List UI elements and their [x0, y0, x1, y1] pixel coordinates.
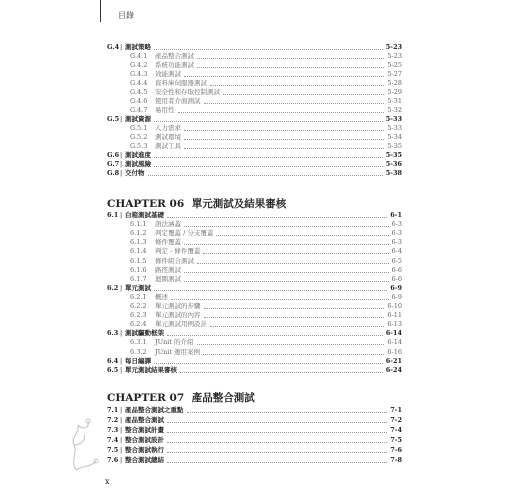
- toc-separator: |: [120, 169, 123, 177]
- toc-page-number: 6-21: [385, 356, 402, 365]
- toc-subsection-title: 單元測試用例設計: [155, 320, 207, 329]
- toc-subsection-row: [0, 133, 520, 142]
- chapter-06-heading: [107, 196, 286, 211]
- toc-section-number: 7.4: [107, 436, 119, 444]
- toc-leader: [154, 166, 383, 167]
- toc-page-number: 7-1: [390, 406, 402, 414]
- toc-separator: |: [120, 151, 123, 159]
- toc-leader: [184, 226, 389, 227]
- toc-leader: [210, 85, 384, 86]
- toc-page-number: 6-1: [390, 211, 402, 219]
- toc-subsection-row: [0, 320, 520, 329]
- toc-subsection-title: 效能測試: [155, 70, 181, 78]
- toc-leader: [167, 422, 387, 423]
- toc-section-row: [0, 284, 520, 293]
- toc-subsection-number: G.5.2: [130, 133, 148, 141]
- toc-separator: |: [120, 416, 123, 424]
- toc-subsection-row: [0, 311, 520, 320]
- toc-leader: [210, 326, 384, 327]
- toc-leader: [216, 235, 388, 236]
- toc-leader: [184, 244, 389, 245]
- toc-separator: |: [120, 283, 123, 292]
- toc-section-row: [0, 43, 520, 52]
- toc-subsection-title: 測試環境: [155, 133, 181, 141]
- toc-subsection-row: [0, 247, 520, 256]
- toc-page-number: 5-23: [387, 52, 402, 60]
- toc-page-number: 5-27: [387, 70, 402, 78]
- toc-section-number: 6.2: [107, 283, 119, 292]
- toc-subsection-title: 測試工具: [155, 142, 181, 150]
- toc-subsection-number: 6.1.6: [130, 265, 147, 274]
- toc-section-number: G.5: [107, 115, 120, 123]
- toc-section-number: G.7: [107, 160, 120, 168]
- toc-page-number: 6-9: [390, 283, 402, 292]
- toc-subsection-row: [0, 124, 520, 133]
- toc-section-row: [0, 366, 520, 375]
- toc-section-title: 每日編譯: [125, 356, 151, 365]
- toc-subsection-row: [0, 61, 520, 70]
- header-rule: [100, 0, 101, 22]
- toc-subsection-number: G.4.6: [130, 97, 148, 105]
- toc-leader: [197, 67, 384, 68]
- toc-section-row: [0, 406, 520, 415]
- toc-section-title: 單元測試: [125, 283, 151, 292]
- toc-page-number: 6-13: [387, 320, 402, 329]
- toc-section-row: [0, 329, 520, 338]
- chapter-06-label: CHAPTER 06: [107, 198, 185, 210]
- toc-separator: |: [120, 356, 123, 365]
- toc-section-row: [0, 211, 520, 220]
- toc-page-number: 5-23: [385, 43, 402, 51]
- page-header-title: 目錄: [118, 11, 134, 20]
- toc-leader: [184, 148, 384, 149]
- toc-subsection-number: G.4.4: [130, 79, 148, 87]
- toc-subsection-number: 6.3.1: [130, 338, 147, 347]
- toc-subsection-title: 系統功能測試: [155, 61, 194, 69]
- toc-subsection-row: [0, 70, 520, 79]
- toc-section-title: 整合測試總結: [125, 456, 164, 464]
- toc-section-title: 整合測試計畫: [125, 426, 164, 434]
- toc-subsection-title: JUnit 運用案例: [155, 347, 201, 356]
- toc-page-number: 6-10: [387, 302, 402, 310]
- toc-subsection-title: 迴圈測試: [155, 274, 181, 283]
- toc-subsection-number: G.4.1: [130, 52, 148, 60]
- toc-page-number: 6-14: [385, 329, 402, 338]
- toc-leader: [184, 281, 389, 282]
- toc-subsection-title: 路徑測試: [155, 265, 181, 274]
- toc-leader: [197, 344, 385, 345]
- toc-page-number: 5-33: [387, 124, 402, 132]
- toc-section-title: 測試進度: [125, 151, 151, 159]
- toc-subsection-row: [0, 97, 520, 106]
- toc-section-title: 測試驅動框架: [125, 329, 164, 338]
- toc-page-number: 6-24: [385, 365, 402, 374]
- toc-page-number: 6-14: [387, 338, 402, 347]
- toc-leader: [154, 363, 383, 364]
- toc-subsection-row: [0, 257, 520, 266]
- toc-leader: [178, 112, 385, 113]
- toc-subsection-number: 6.3.2: [130, 347, 147, 356]
- toc-section-row: [0, 357, 520, 366]
- toc-separator: |: [120, 43, 123, 51]
- toc-section-number: 6.5: [107, 365, 119, 374]
- toc-separator: |: [120, 115, 123, 123]
- toc-separator: |: [120, 160, 123, 168]
- toc-subsection-title: JUnit 的介紹: [155, 338, 194, 347]
- toc-section-number: 7.1: [107, 406, 119, 414]
- toc-page-number: 6-9: [391, 292, 402, 301]
- toc-subsection-number: 6.1.4: [130, 247, 147, 256]
- toc-page-number: 7-8: [390, 456, 402, 464]
- toc-subsection-number: G.5.3: [130, 142, 148, 150]
- toc-section-number: 7.2: [107, 416, 119, 424]
- toc-section-title: 測試策略: [125, 43, 151, 51]
- toc-subsection-title: 人力需求: [155, 124, 181, 132]
- toc-page-number: 6-11: [387, 311, 402, 320]
- toc-separator: |: [120, 406, 123, 414]
- toc-page-number: 6-3: [391, 238, 402, 247]
- toc-page-number: 5-38: [385, 169, 402, 177]
- toc-subsection-number: G.4.3: [130, 70, 148, 78]
- toc-leader: [184, 139, 384, 140]
- toc-subsection-title: 語法涵蓋: [155, 220, 181, 229]
- toc-subsection-title: 單元測試的內容: [155, 311, 201, 320]
- toc-page-number: 6-16: [387, 347, 402, 356]
- toc-section-title: 產品整合測試: [125, 416, 164, 424]
- toc-leader: [167, 335, 383, 336]
- toc-section-number: G.6: [107, 151, 120, 159]
- toc-page-number: 6-4: [391, 247, 402, 256]
- toc-section-number: G.4: [107, 43, 120, 51]
- toc-leader: [223, 94, 384, 95]
- toc-subsection-title: 條件組合測試: [155, 256, 194, 265]
- toc-separator: |: [120, 456, 123, 464]
- toc-subsection-number: 6.2.3: [130, 311, 147, 320]
- toc-subsection-row: [0, 229, 520, 238]
- toc-page-number: 5-36: [385, 160, 402, 168]
- toc-section-title: 產品整合測試之重點: [125, 406, 184, 414]
- toc-page-number: 5-25: [387, 61, 402, 69]
- toc-subsection-title: 單元測試的步驟: [155, 302, 201, 310]
- toc-leader: [184, 76, 384, 77]
- toc-leader: [197, 263, 389, 264]
- toc-page-number: 5-33: [385, 115, 402, 123]
- toc-subsection-row: [0, 338, 520, 347]
- toc-subsection-row: [0, 142, 520, 151]
- toc-separator: |: [120, 329, 123, 338]
- toc-subsection-row: [0, 238, 520, 247]
- toc-section-title: 測試資源: [125, 115, 151, 123]
- toc-page-number: 7-5: [390, 436, 402, 444]
- toc-section-number: 6.1: [107, 211, 119, 219]
- toc-section-row: [0, 115, 520, 124]
- toc-page-number: 5-31: [387, 97, 402, 105]
- toc-leader: [203, 354, 384, 355]
- toc-separator: |: [120, 365, 123, 374]
- toc-page-number: 5-29: [387, 88, 402, 96]
- toc-leader: [184, 130, 384, 131]
- toc-separator: |: [120, 446, 123, 454]
- toc-leader: [180, 372, 383, 373]
- toc-subsection-title: 概述: [155, 292, 168, 301]
- toc-page-number: 6-3: [391, 220, 402, 229]
- toc-leader: [184, 272, 389, 273]
- toc-subsection-number: 6.2.2: [130, 302, 147, 310]
- toc-section-number: 7.3: [107, 426, 119, 434]
- chapter-07-title: 產品整合測試: [191, 392, 255, 404]
- toc-subsection-row: [0, 302, 520, 311]
- toc-page-number: 7-6: [390, 446, 402, 454]
- toc-subsection-title: 資料庫伺服器測試: [155, 79, 207, 87]
- toc-leader: [167, 217, 387, 218]
- toc-subsection-title: 使用者介面測試: [155, 97, 201, 105]
- toc-subsection-number: G.4.7: [130, 106, 148, 114]
- toc-leader: [204, 308, 385, 309]
- toc-subsection-title: 條件覆蓋: [155, 238, 181, 247]
- toc-subsection-number: G.4.5: [130, 88, 148, 96]
- toc-subsection-row: [0, 52, 520, 61]
- chapter-06-title: 單元測試及結果審核: [191, 198, 287, 210]
- toc-subsection-row: [0, 79, 520, 88]
- toc-separator: |: [120, 211, 123, 219]
- toc-subsection-row: [0, 88, 520, 97]
- toc-page-number: 5-32: [387, 106, 402, 114]
- toc-leader: [167, 462, 387, 463]
- toc-leader: [154, 121, 383, 122]
- toc-subsection-number: G.5.1: [130, 124, 148, 132]
- toc-section-row: [0, 169, 520, 178]
- toc-subsection-number: 6.1.1: [130, 220, 147, 229]
- toc-page-number: 5-35: [385, 151, 402, 159]
- toc-section-title: 整合測試設計: [125, 436, 164, 444]
- toc-leader: [154, 157, 383, 158]
- toc-separator: |: [120, 426, 123, 434]
- toc-leader: [167, 452, 387, 453]
- toc-leader: [154, 49, 383, 50]
- toc-section-row: [0, 160, 520, 169]
- toc-subsection-number: 6.1.7: [130, 274, 147, 283]
- toc-subsection-row: [0, 293, 520, 302]
- toc-subsection-number: 6.1.2: [130, 229, 147, 238]
- toc-page-number: 6-6: [391, 265, 402, 274]
- toc-leader: [197, 58, 384, 59]
- toc-leader: [203, 253, 388, 254]
- toc-separator: |: [120, 436, 123, 444]
- toc-subsection-row: [0, 266, 520, 275]
- toc-section-title: 交付物: [125, 169, 145, 177]
- toc-subsection-title: 判定覆蓋 / 分支覆蓋: [155, 229, 214, 238]
- toc-subsection-row: [0, 275, 520, 284]
- toc-leader: [171, 299, 389, 300]
- toc-page-number: 5-35: [387, 142, 402, 150]
- toc-section-number: 7.6: [107, 456, 119, 464]
- toc-page-number: 7-2: [390, 416, 402, 424]
- toc-page-number: 5-34: [387, 133, 402, 141]
- toc-page-number: 6-3: [391, 229, 402, 238]
- toc-section-number: G.8: [107, 169, 120, 177]
- toc-subsection-title: 安全性和存取控制測試: [155, 88, 220, 96]
- toc-subsection-number: 6.1.3: [130, 238, 147, 247]
- toc-leader: [167, 442, 387, 443]
- toc-leader: [204, 103, 385, 104]
- chapter-07-label: CHAPTER 07: [107, 392, 185, 404]
- toc-subsection-row: [0, 106, 520, 115]
- toc-subsection-row: [0, 348, 520, 357]
- toc-leader: [187, 412, 388, 413]
- toc-section-row: [0, 151, 520, 160]
- toc-subsection-number: 6.2.4: [130, 320, 147, 329]
- page-number: x: [105, 477, 110, 486]
- toc-section-title: 單元測試結果審核: [125, 365, 177, 374]
- toc-subsection-title: 易用性: [155, 106, 175, 114]
- toc-section-number: 7.5: [107, 446, 119, 454]
- toc-page-number: 5-28: [387, 79, 402, 87]
- toc-subsection-number: 6.2.1: [130, 292, 147, 301]
- toc-page-number: 6-5: [391, 256, 402, 265]
- toc-subsection-number: G.4.2: [130, 61, 148, 69]
- floral-ornament-icon: [68, 415, 108, 475]
- toc-leader: [167, 432, 387, 433]
- toc-leader: [148, 175, 383, 176]
- toc-section-number: 6.3: [107, 329, 119, 338]
- toc-subsection-number: 6.1.5: [130, 256, 147, 265]
- toc-leader: [154, 290, 387, 291]
- toc-subsection-title: 產品整合測試: [155, 52, 194, 60]
- toc-section-title: 整合測試執行: [125, 446, 164, 454]
- toc-section-title: 白箱測試基礎: [125, 211, 164, 219]
- chapter-07-heading: [107, 390, 255, 405]
- toc-page-number: 6-6: [391, 274, 402, 283]
- toc-section-number: 6.4: [107, 356, 119, 365]
- toc-subsection-row: [0, 220, 520, 229]
- toc-section-title: 測試風險: [125, 160, 151, 168]
- toc-leader: [204, 317, 385, 318]
- toc-page-number: 7-4: [390, 426, 402, 434]
- toc-subsection-title: 判定 - 條件覆蓋: [155, 247, 201, 256]
